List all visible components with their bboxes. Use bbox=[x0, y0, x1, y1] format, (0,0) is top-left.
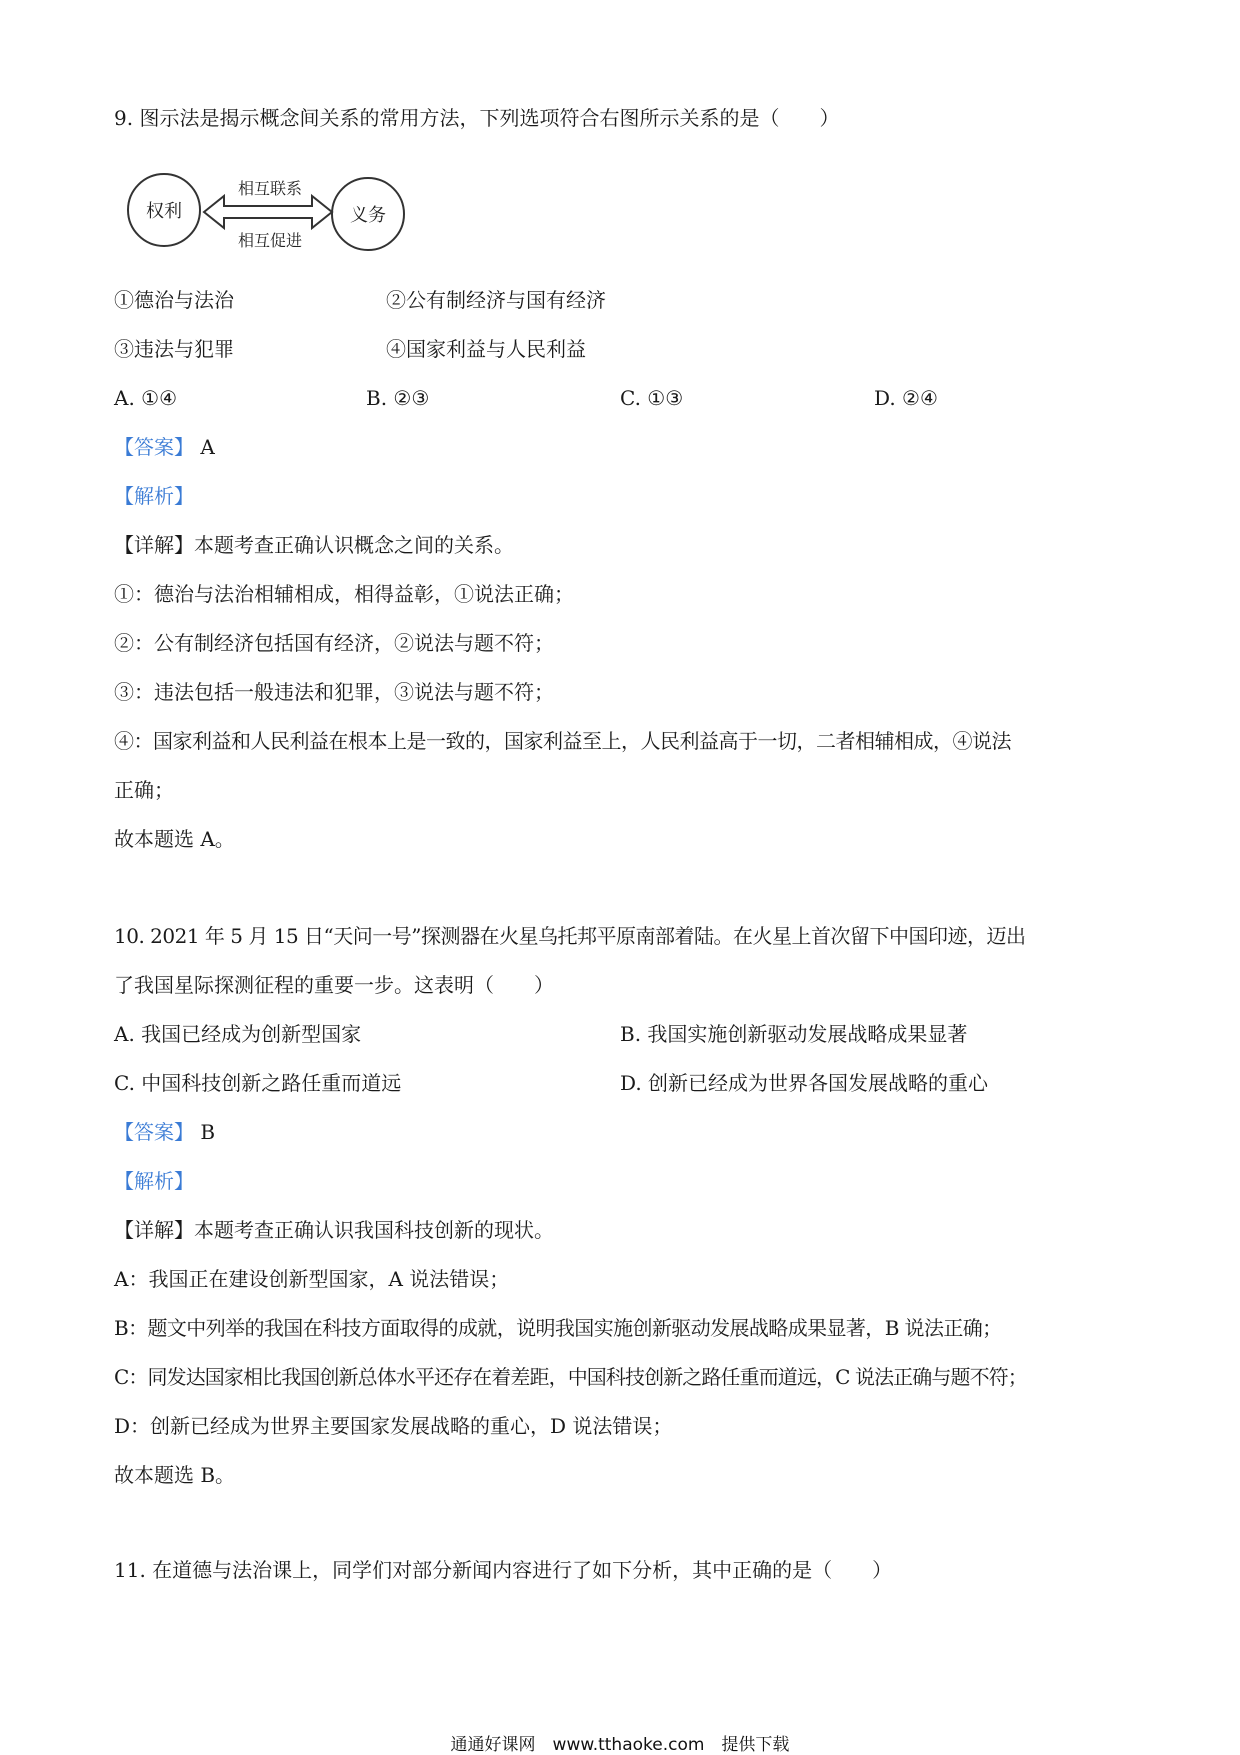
q9-detail-line: ③：违法包括一般违法和犯罪，③说法与题不符； bbox=[114, 680, 554, 704]
q9-detail-line: ④：国家利益和人民利益在根本上是一致的，国家利益至上，人民利益高于一切，二者相辅相成，④说法 bbox=[114, 729, 1011, 753]
q9-stem: 9. 图示法是揭示概念间关系的常用方法，下列选项符合右图所示关系的是（ ） bbox=[114, 106, 840, 130]
q9-analysis-tag: 【解析】 bbox=[114, 484, 194, 508]
q9-answer bbox=[114, 433, 215, 461]
q9-answer-tag: 【答案】 bbox=[114, 435, 194, 459]
q10-detail-line: C：同发达国家相比我国创新总体水平还存在着差距，中国科技创新之路任重而道远，C 说法正确与题不符； bbox=[114, 1365, 1027, 1389]
q11-stem: 11. 在道德与法治课上，同学们对部分新闻内容进行了如下分析，其中正确的是（ ） bbox=[114, 1558, 893, 1582]
q9-item-2: ②公有制经济与国有经济 bbox=[386, 288, 606, 312]
q10-option-d: D. 创新已经成为世界各国发展战略的重心 bbox=[620, 1071, 989, 1095]
q10-analysis-tag: 【解析】 bbox=[114, 1169, 194, 1193]
q9-detail-line: 【详解】本题考查正确认识概念之间的关系。 bbox=[114, 533, 514, 557]
double-arrow-icon bbox=[204, 196, 332, 228]
q9-option-c: C. ①③ bbox=[620, 386, 684, 410]
q9-answer-value: A bbox=[200, 435, 215, 459]
q10-answer-value: B bbox=[200, 1120, 216, 1144]
rights-label: 权利 bbox=[146, 201, 182, 222]
q9-item-4: ④国家利益与人民利益 bbox=[386, 337, 586, 361]
q10-answer-tag: 【答案】 bbox=[114, 1120, 194, 1144]
q10-option-a: A. 我国已经成为创新型国家 bbox=[114, 1022, 362, 1046]
mutual-promotion-label: 相互促进 bbox=[237, 231, 303, 250]
rights-duties-diagram bbox=[124, 168, 414, 260]
q10-detail-line: A：我国正在建设创新型国家，A 说法错误； bbox=[114, 1267, 510, 1291]
q9-option-d: D. ②④ bbox=[874, 386, 938, 410]
q9-detail-line: 故本题选 A。 bbox=[114, 827, 235, 851]
q10-detail-line: 故本题选 B。 bbox=[114, 1463, 236, 1487]
q10-detail-line: D：创新已经成为世界主要国家发展战略的重心，D 说法错误； bbox=[114, 1414, 673, 1438]
q9-option-a: A. ①④ bbox=[114, 386, 178, 410]
q10-detail-line: 【详解】本题考查正确认识我国科技创新的现状。 bbox=[114, 1218, 554, 1242]
q9-item-1: ①德治与法治 bbox=[114, 288, 234, 312]
q9-detail-line: ②：公有制经济包括国有经济，②说法与题不符； bbox=[114, 631, 554, 655]
q9-detail-line: 正确； bbox=[114, 778, 174, 802]
q9-detail-line: ①：德治与法治相辅相成，相得益彰，①说法正确； bbox=[114, 582, 574, 606]
mutual-connection-label: 相互联系 bbox=[237, 179, 303, 198]
q10-stem-line: 了我国星际探测征程的重要一步。这表明（ ） bbox=[114, 973, 554, 997]
q10-detail-line: B：题文中列举的我国在科技方面取得的成就，说明我国实施创新驱动发展战略成果显著，B 说法正确； bbox=[114, 1316, 1002, 1340]
q9-option-b: B. ②③ bbox=[366, 386, 430, 410]
q10-answer bbox=[114, 1118, 215, 1146]
q10-option-b: B. 我国实施创新驱动发展战略成果显著 bbox=[620, 1022, 968, 1046]
q10-option-c: C. 中国科技创新之路任重而道远 bbox=[114, 1071, 402, 1095]
page-footer: 通通好课网 www.tthaoke.com 提供下载 bbox=[450, 1735, 790, 1755]
q9-item-3: ③违法与犯罪 bbox=[114, 337, 234, 361]
q10-stem-line: 10. 2021 年 5 月 15 日“天问一号”探测器在火星乌托邦平原南部着陆。在火星上首次留下中国印迹，迈出 bbox=[114, 924, 1026, 948]
duties-label: 义务 bbox=[350, 205, 386, 226]
